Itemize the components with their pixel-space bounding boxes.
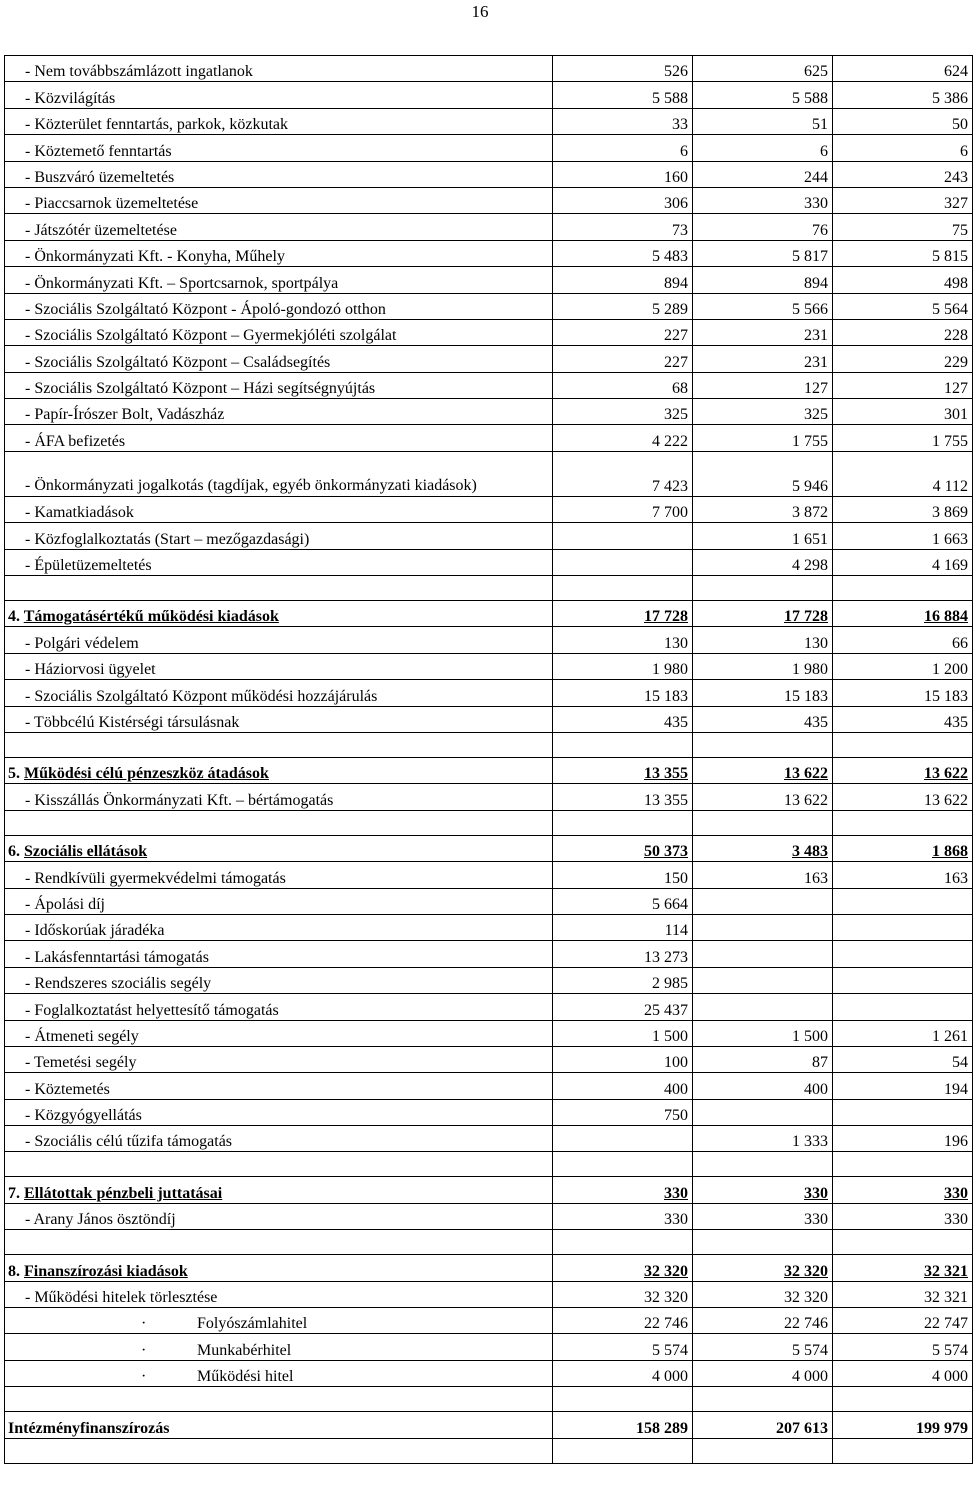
value-col-2: 231 xyxy=(693,319,833,345)
value-col-3: 66 xyxy=(833,627,973,653)
value-col-3: 50 xyxy=(833,108,973,134)
value-col-3 xyxy=(833,601,973,627)
row-label: - Papír-Írószer Bolt, Vadászház xyxy=(5,399,553,425)
table-row xyxy=(5,967,973,993)
value-col-2: 6 xyxy=(693,135,833,161)
value-col-1: 227 xyxy=(553,346,693,372)
table-row xyxy=(5,161,973,187)
sub-item-label: · Munkabérhitel xyxy=(5,1334,553,1360)
value-col-2: 127 xyxy=(693,372,833,398)
section-header-row xyxy=(5,601,973,627)
value-col-2: 400 xyxy=(693,1073,833,1099)
section-number: 5. xyxy=(8,765,20,783)
empty-cell xyxy=(693,576,833,601)
value-col-3: 624 xyxy=(833,56,973,82)
value-col-2: 5 588 xyxy=(693,82,833,108)
value-col-1: 227 xyxy=(553,319,693,345)
value-col-2: 435 xyxy=(693,706,833,732)
blank-row xyxy=(5,1230,973,1255)
value-col-2: 330 xyxy=(693,187,833,213)
value-col-3-text: 1 868 xyxy=(932,843,968,861)
value-col-3-text: 16 884 xyxy=(924,608,968,626)
value-col-2: 5 566 xyxy=(693,293,833,319)
value-col-2 xyxy=(693,1099,833,1125)
value-col-1: 7 423 xyxy=(553,451,693,496)
sub-item-text: Munkabérhitel xyxy=(197,1341,292,1359)
budget-table xyxy=(4,55,973,1464)
value-col-2 xyxy=(693,941,833,967)
value-col-1: 25 437 xyxy=(553,994,693,1020)
blank-row xyxy=(5,1438,973,1463)
value-col-3: 327 xyxy=(833,187,973,213)
table-row xyxy=(5,784,973,810)
section-title xyxy=(5,601,553,627)
empty-cell xyxy=(693,1387,833,1412)
table-row xyxy=(5,399,973,425)
value-col-2 xyxy=(693,1177,833,1203)
value-col-1: 5 664 xyxy=(553,888,693,914)
value-col-3: 243 xyxy=(833,161,973,187)
table-row xyxy=(5,994,973,1020)
value-col-2: 325 xyxy=(693,399,833,425)
value-col-1 xyxy=(553,1126,693,1152)
table-row xyxy=(5,1126,973,1152)
blank-row xyxy=(5,1387,973,1412)
value-col-3: 4 000 xyxy=(833,1360,973,1386)
value-col-3: 196 xyxy=(833,1126,973,1152)
value-col-3: 1 663 xyxy=(833,523,973,549)
value-col-2: 1 333 xyxy=(693,1126,833,1152)
row-label: - Közfoglalkoztatás (Start – mezőgazdasági) xyxy=(5,523,553,549)
value-col-2-text: 32 320 xyxy=(784,1262,828,1280)
row-label: - Buszváró üzemeltetés xyxy=(5,161,553,187)
value-col-1: 158 289 xyxy=(553,1412,693,1438)
section-header-row xyxy=(5,1177,973,1203)
row-label: - Önkormányzati Kft. - Konyha, Műhely xyxy=(5,240,553,266)
table-row xyxy=(5,914,973,940)
table-row xyxy=(5,425,973,451)
value-col-3 xyxy=(833,967,973,993)
row-label: - Arany János ösztöndíj xyxy=(5,1203,553,1229)
value-col-1 xyxy=(553,601,693,627)
row-label: - Háziorvosi ügyelet xyxy=(5,653,553,679)
value-col-2: 4 298 xyxy=(693,549,833,575)
value-col-3: 199 979 xyxy=(833,1412,973,1438)
table-row xyxy=(5,1020,973,1046)
value-col-2: 32 320 xyxy=(693,1281,833,1307)
table-row xyxy=(5,108,973,134)
value-col-1: 325 xyxy=(553,399,693,425)
value-col-3: 1 755 xyxy=(833,425,973,451)
empty-cell xyxy=(553,810,693,835)
section-title-text: Finanszírozási kiadások xyxy=(24,1262,188,1280)
value-col-2: 130 xyxy=(693,627,833,653)
row-label: - Foglalkoztatást helyettesítő támogatás xyxy=(5,994,553,1020)
value-col-2: 87 xyxy=(693,1046,833,1072)
value-col-1: 5 483 xyxy=(553,240,693,266)
section-title xyxy=(5,1177,553,1203)
value-col-1-text: 50 373 xyxy=(644,843,688,861)
value-col-1: 15 183 xyxy=(553,680,693,706)
empty-cell xyxy=(553,1152,693,1177)
value-col-3: 301 xyxy=(833,399,973,425)
table-row xyxy=(5,267,973,293)
value-col-2: 244 xyxy=(693,161,833,187)
total-label: Intézményfinanszírozás xyxy=(5,1412,553,1438)
table-row xyxy=(5,372,973,398)
value-col-2: 5 574 xyxy=(693,1334,833,1360)
row-label: - Rendkívüli gyermekvédelmi támogatás xyxy=(5,862,553,888)
sub-item-row xyxy=(5,1360,973,1386)
empty-cell xyxy=(833,810,973,835)
value-col-1: 1 980 xyxy=(553,653,693,679)
table-row xyxy=(5,1046,973,1072)
value-col-1: 33 xyxy=(553,108,693,134)
table-row xyxy=(5,653,973,679)
value-col-3: 54 xyxy=(833,1046,973,1072)
value-col-1-text: 32 320 xyxy=(644,1262,688,1280)
empty-cell xyxy=(833,1230,973,1255)
value-col-1: 13 273 xyxy=(553,941,693,967)
empty-cell xyxy=(693,1152,833,1177)
blank-row xyxy=(5,810,973,835)
table-row xyxy=(5,346,973,372)
empty-cell xyxy=(833,1152,973,1177)
empty-cell xyxy=(833,576,973,601)
empty-cell xyxy=(693,1438,833,1463)
section-title xyxy=(5,1255,553,1281)
table-row xyxy=(5,293,973,319)
value-col-3: 330 xyxy=(833,1203,973,1229)
value-col-3: 228 xyxy=(833,319,973,345)
value-col-2: 51 xyxy=(693,108,833,134)
empty-cell xyxy=(553,576,693,601)
table-row xyxy=(5,319,973,345)
value-col-1: 4 222 xyxy=(553,425,693,451)
table-row xyxy=(5,451,973,496)
empty-cell xyxy=(553,1387,693,1412)
value-col-3: 6 xyxy=(833,135,973,161)
empty-cell xyxy=(5,1152,553,1177)
value-col-3-text: 13 622 xyxy=(924,765,968,783)
value-col-3: 22 747 xyxy=(833,1308,973,1334)
value-col-1: 150 xyxy=(553,862,693,888)
row-label: - Szociális Szolgáltató Központ - Ápoló-gondozó otthon xyxy=(5,293,553,319)
value-col-2: 330 xyxy=(693,1203,833,1229)
empty-cell xyxy=(553,1230,693,1255)
value-col-1: 73 xyxy=(553,214,693,240)
row-label: - Közterület fenntartás, parkok, közkutak xyxy=(5,108,553,134)
empty-cell xyxy=(693,810,833,835)
value-col-1: 68 xyxy=(553,372,693,398)
section-header-row xyxy=(5,1255,973,1281)
value-col-2: 1 755 xyxy=(693,425,833,451)
value-col-3 xyxy=(833,994,973,1020)
value-col-2: 1 980 xyxy=(693,653,833,679)
row-label: - Ápolási díj xyxy=(5,888,553,914)
total-row xyxy=(5,1412,973,1438)
value-col-2: 15 183 xyxy=(693,680,833,706)
table-row xyxy=(5,1203,973,1229)
row-label: - Kamatkiadások xyxy=(5,496,553,522)
value-col-2 xyxy=(693,914,833,940)
value-col-2 xyxy=(693,994,833,1020)
row-label: - Szociális Szolgáltató Központ – Családsegítés xyxy=(5,346,553,372)
table-row xyxy=(5,56,973,82)
value-col-3 xyxy=(833,914,973,940)
sub-item-row xyxy=(5,1334,973,1360)
value-col-2: 625 xyxy=(693,56,833,82)
row-label: - Szociális Szolgáltató Központ – Házi segítségnyújtás xyxy=(5,372,553,398)
table-row xyxy=(5,1281,973,1307)
table-row xyxy=(5,187,973,213)
row-label: - Nem továbbszámlázott ingatlanok xyxy=(5,56,553,82)
value-col-3 xyxy=(833,757,973,783)
row-label: - Közgyógyellátás xyxy=(5,1099,553,1125)
value-col-2 xyxy=(693,757,833,783)
value-col-2-text: 17 728 xyxy=(784,608,828,626)
value-col-3: 194 xyxy=(833,1073,973,1099)
value-col-2 xyxy=(693,835,833,861)
empty-cell xyxy=(553,732,693,757)
row-label: - Kisszállás Önkormányzati Kft. – bértámogatás xyxy=(5,784,553,810)
value-col-2: 207 613 xyxy=(693,1412,833,1438)
empty-cell xyxy=(5,732,553,757)
value-col-3 xyxy=(833,1177,973,1203)
table-row xyxy=(5,82,973,108)
value-col-1 xyxy=(553,757,693,783)
row-label: - Rendszeres szociális segély xyxy=(5,967,553,993)
value-col-1: 130 xyxy=(553,627,693,653)
sub-item-label: · Folyószámlahitel xyxy=(5,1308,553,1334)
row-label: - Lakásfenntartási támogatás xyxy=(5,941,553,967)
value-col-2-text: 13 622 xyxy=(784,765,828,783)
table-row xyxy=(5,496,973,522)
table-row xyxy=(5,706,973,732)
value-col-3: 75 xyxy=(833,214,973,240)
value-col-2: 13 622 xyxy=(693,784,833,810)
section-number: 6. xyxy=(8,843,20,861)
section-title xyxy=(5,757,553,783)
table-row xyxy=(5,680,973,706)
value-col-2: 894 xyxy=(693,267,833,293)
value-col-3 xyxy=(833,1099,973,1125)
row-label: - Játszótér üzemeltetése xyxy=(5,214,553,240)
sub-item-text: Folyószámlahitel xyxy=(197,1315,308,1333)
row-label: - Önkormányzati jogalkotás (tagdíjak, egyéb önkormányzati kiadások) xyxy=(5,451,553,496)
value-col-1: 750 xyxy=(553,1099,693,1125)
empty-cell xyxy=(5,810,553,835)
section-title-text: Ellátottak pénzbeli juttatásai xyxy=(24,1184,223,1202)
value-col-2: 163 xyxy=(693,862,833,888)
row-label: - Önkormányzati Kft. – Sportcsarnok, sportpálya xyxy=(5,267,553,293)
value-col-1 xyxy=(553,549,693,575)
value-col-3: 5 574 xyxy=(833,1334,973,1360)
value-col-2: 76 xyxy=(693,214,833,240)
value-col-1: 526 xyxy=(553,56,693,82)
value-col-3: 13 622 xyxy=(833,784,973,810)
section-header-row xyxy=(5,757,973,783)
value-col-1: 894 xyxy=(553,267,693,293)
value-col-3: 5 815 xyxy=(833,240,973,266)
section-number: 8. xyxy=(8,1262,20,1280)
value-col-1: 1 500 xyxy=(553,1020,693,1046)
value-col-1: 13 355 xyxy=(553,784,693,810)
value-col-2: 5 817 xyxy=(693,240,833,266)
value-col-1 xyxy=(553,523,693,549)
empty-cell xyxy=(693,732,833,757)
value-col-3 xyxy=(833,888,973,914)
row-label: - Szociális Szolgáltató Központ működési hozzájárulás xyxy=(5,680,553,706)
section-title-text: Szociális ellátások xyxy=(24,843,148,861)
empty-cell xyxy=(833,1438,973,1463)
value-col-1: 5 574 xyxy=(553,1334,693,1360)
value-col-1 xyxy=(553,1255,693,1281)
table-row xyxy=(5,1099,973,1125)
empty-cell xyxy=(5,1438,553,1463)
sub-item-label: · Működési hitel xyxy=(5,1360,553,1386)
value-col-3 xyxy=(833,1255,973,1281)
table-row xyxy=(5,135,973,161)
row-label: - Többcélú Kistérségi társulásnak xyxy=(5,706,553,732)
empty-cell xyxy=(833,732,973,757)
value-col-1: 330 xyxy=(553,1203,693,1229)
table-row xyxy=(5,862,973,888)
sub-item-text: Működési hitel xyxy=(197,1368,294,1386)
value-col-1: 7 700 xyxy=(553,496,693,522)
value-col-2 xyxy=(693,967,833,993)
section-title-text: Támogatásértékű működési kiadások xyxy=(23,608,279,626)
value-col-3: 435 xyxy=(833,706,973,732)
row-label: - Közvilágítás xyxy=(5,82,553,108)
page-number: 16 xyxy=(471,2,489,21)
value-col-3: 32 321 xyxy=(833,1281,973,1307)
value-col-2: 3 872 xyxy=(693,496,833,522)
value-col-1: 4 000 xyxy=(553,1360,693,1386)
value-col-2: 4 000 xyxy=(693,1360,833,1386)
row-label: - Szociális Szolgáltató Központ – Gyermekjóléti szolgálat xyxy=(5,319,553,345)
value-col-1: 306 xyxy=(553,187,693,213)
table-row xyxy=(5,549,973,575)
table-row xyxy=(5,240,973,266)
value-col-3: 15 183 xyxy=(833,680,973,706)
table-row xyxy=(5,627,973,653)
value-col-3: 498 xyxy=(833,267,973,293)
value-col-2 xyxy=(693,1255,833,1281)
table-row xyxy=(5,888,973,914)
value-col-1-text: 17 728 xyxy=(644,608,688,626)
row-label: - Temetési segély xyxy=(5,1046,553,1072)
value-col-1-text: 330 xyxy=(664,1184,688,1202)
table-row xyxy=(5,523,973,549)
value-col-1: 22 746 xyxy=(553,1308,693,1334)
value-col-2 xyxy=(693,888,833,914)
empty-cell xyxy=(553,1438,693,1463)
row-label: - Időskorúak járadéka xyxy=(5,914,553,940)
value-col-3: 3 869 xyxy=(833,496,973,522)
value-col-2: 1 500 xyxy=(693,1020,833,1046)
value-col-1: 32 320 xyxy=(553,1281,693,1307)
value-col-1: 2 985 xyxy=(553,967,693,993)
value-col-2 xyxy=(693,601,833,627)
value-col-1 xyxy=(553,835,693,861)
row-label: - Köztemető fenntartás xyxy=(5,135,553,161)
section-number: 7. xyxy=(8,1184,20,1202)
value-col-3: 127 xyxy=(833,372,973,398)
value-col-1: 114 xyxy=(553,914,693,940)
value-col-2-text: 3 483 xyxy=(792,843,828,861)
section-header-row xyxy=(5,835,973,861)
value-col-1: 5 289 xyxy=(553,293,693,319)
row-label: - Működési hitelek törlesztése xyxy=(5,1281,553,1307)
row-label: - Piaccsarnok üzemeltetése xyxy=(5,187,553,213)
blank-row xyxy=(5,576,973,601)
value-col-2-text: 330 xyxy=(804,1184,828,1202)
empty-cell xyxy=(5,1230,553,1255)
value-col-3: 1 200 xyxy=(833,653,973,679)
value-col-3: 1 261 xyxy=(833,1020,973,1046)
value-col-2: 1 651 xyxy=(693,523,833,549)
empty-cell xyxy=(833,1387,973,1412)
row-label: - Átmeneti segély xyxy=(5,1020,553,1046)
value-col-3-text: 330 xyxy=(944,1184,968,1202)
value-col-1: 6 xyxy=(553,135,693,161)
value-col-3: 4 169 xyxy=(833,549,973,575)
section-title-text: Működési célú pénzeszköz átadások xyxy=(24,765,269,783)
value-col-3: 229 xyxy=(833,346,973,372)
empty-cell xyxy=(5,1387,553,1412)
value-col-1: 160 xyxy=(553,161,693,187)
section-title xyxy=(5,835,553,861)
value-col-3: 4 112 xyxy=(833,451,973,496)
value-col-1: 5 588 xyxy=(553,82,693,108)
value-col-1-text: 13 355 xyxy=(644,765,688,783)
row-label: - Szociális célú tűzifa támogatás xyxy=(5,1126,553,1152)
value-col-3-text: 32 321 xyxy=(924,1262,968,1280)
blank-row xyxy=(5,732,973,757)
value-col-1: 100 xyxy=(553,1046,693,1072)
table-row xyxy=(5,1073,973,1099)
table-row xyxy=(5,214,973,240)
value-col-1: 400 xyxy=(553,1073,693,1099)
value-col-1 xyxy=(553,1177,693,1203)
value-col-2: 22 746 xyxy=(693,1308,833,1334)
value-col-3: 5 564 xyxy=(833,293,973,319)
value-col-2: 5 946 xyxy=(693,451,833,496)
value-col-3 xyxy=(833,835,973,861)
value-col-3: 5 386 xyxy=(833,82,973,108)
empty-cell xyxy=(5,576,553,601)
sub-item-row xyxy=(5,1308,973,1334)
value-col-3: 163 xyxy=(833,862,973,888)
row-label: - Polgári védelem xyxy=(5,627,553,653)
blank-row xyxy=(5,1152,973,1177)
table-row xyxy=(5,941,973,967)
row-label: - Köztemetés xyxy=(5,1073,553,1099)
value-col-1: 435 xyxy=(553,706,693,732)
row-label: - Épületüzemeltetés xyxy=(5,549,553,575)
section-number: 4. xyxy=(8,608,20,626)
value-col-2: 231 xyxy=(693,346,833,372)
row-label: - ÁFA befizetés xyxy=(5,425,553,451)
empty-cell xyxy=(693,1230,833,1255)
value-col-3 xyxy=(833,941,973,967)
